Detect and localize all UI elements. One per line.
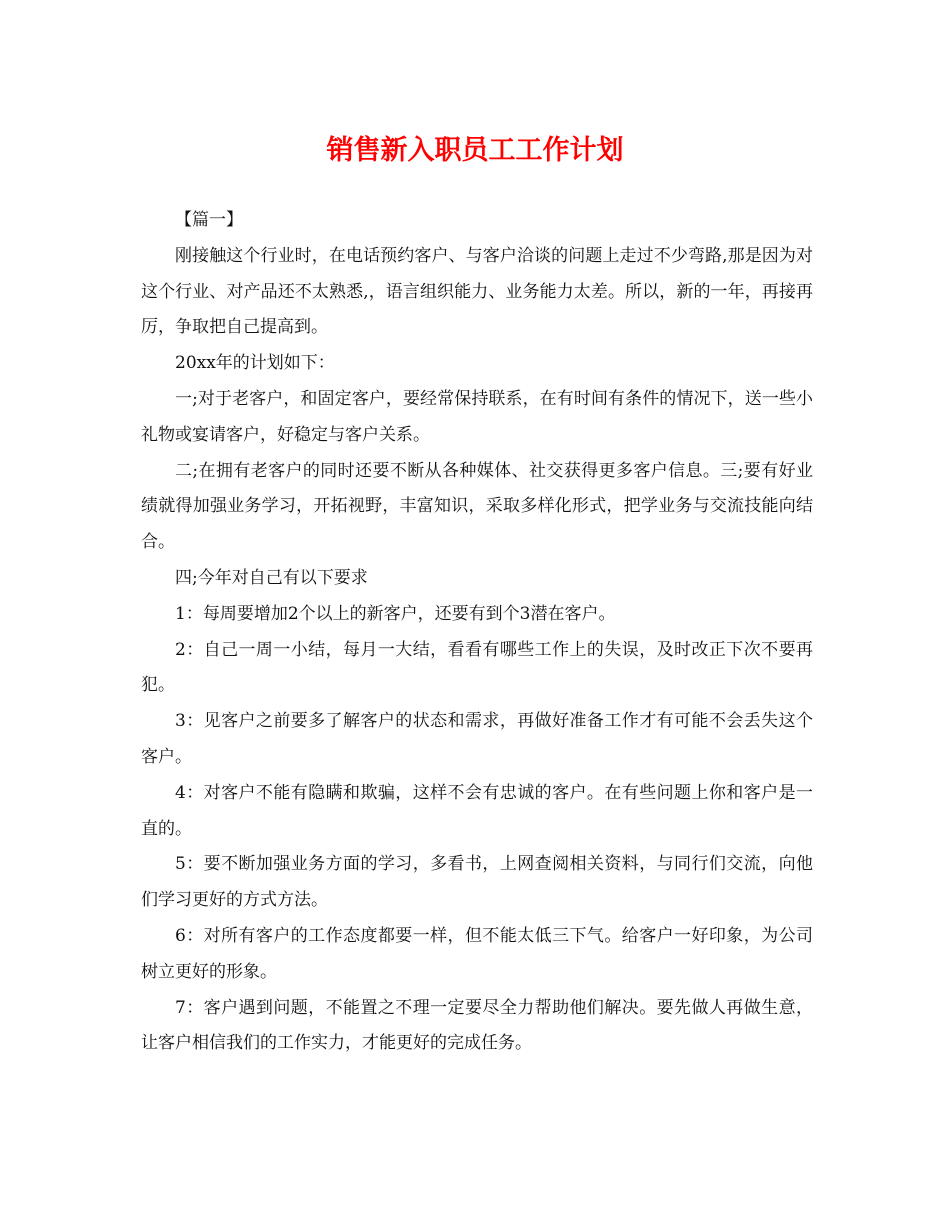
requirement-3: 3：见客户之前要多了解客户的状态和需求，再做好准备工作才有可能不会丢失这个客户。 xyxy=(141,711,813,767)
plan-item-2-3: 二;在拥有老客户的同时还要不断从各种媒体、社交获得更多客户信息。三;要有好业绩就得加强业务学习，开拓视野，丰富知识，采取多样化形式，把学业务与交流技能向结合。 xyxy=(141,460,813,553)
requirement-2: 2：自己一周一小结，每月一大结，看看有哪些工作上的失误，及时改正下次不要再犯。 xyxy=(141,639,813,696)
document-body xyxy=(141,203,813,1062)
intro-paragraph: 刚接触这个行业时，在电话预约客户、与客户洽谈的问题上走过不少弯路,那是因为对这个行业、对产品还不太熟悉,，语言组织能力、业务能力太差。所以，新的一年，再接再厉，争取把自己提高到。 xyxy=(141,245,813,338)
requirement-1: 1：每周要增加2个以上的新客户，还要有到个3潜在客户。 xyxy=(175,603,616,624)
requirement-5: 5：要不断加强业务方面的学习，多看书，上网查阅相关资料，与同行们交流，向他们学习更好的方式方法。 xyxy=(141,854,813,911)
requirement-4: 4：对客户不能有隐瞒和欺骗，这样不会有忠诚的客户。在有些问题上你和客户是一直的。 xyxy=(141,782,813,839)
document-title: 销售新入职员工工作计划 xyxy=(326,135,624,166)
plan-item-4: 四;今年对自己有以下要求 xyxy=(175,567,368,588)
plan-heading: 20xx年的计划如下： xyxy=(175,353,335,374)
requirement-7: 7：客户遇到问题，不能置之不理一定要尽全力帮助他们解决。要先做人再做生意，让客户相信我们的工作实力，才能更好的完成任务。 xyxy=(141,997,813,1054)
plan-item-1: 一;对于老客户，和固定客户，要经常保持联系，在有时间有条件的情况下，送一些小礼物或宴请客户，好稳定与客户关系。 xyxy=(141,388,813,445)
requirement-6: 6：对所有客户的工作态度都要一样，但不能太低三下气。给客户一好印象，为公司树立更好的形象。 xyxy=(141,925,813,982)
section-heading: 【篇一】 xyxy=(175,210,243,230)
